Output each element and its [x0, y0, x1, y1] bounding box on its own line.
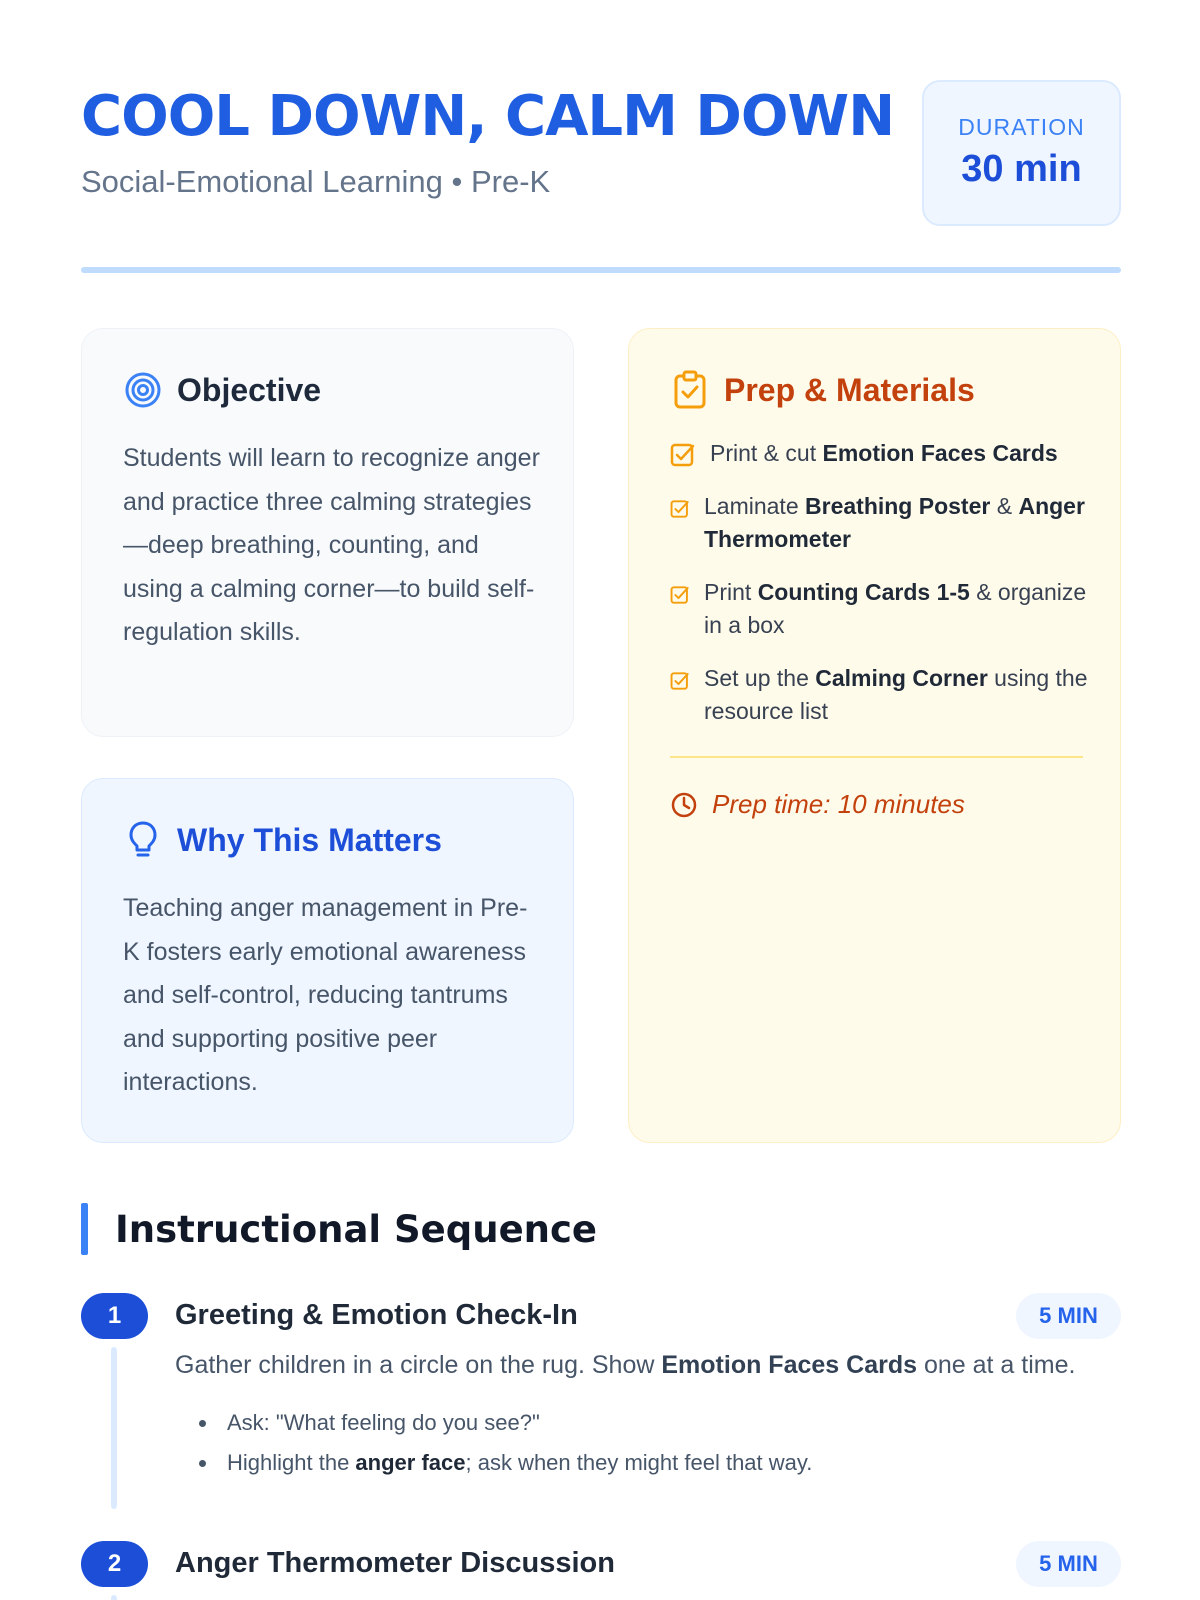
- sequence-step: [81, 1293, 1121, 1508]
- page-title: COOL DOWN, CALM DOWN: [81, 84, 895, 149]
- prep-item: [670, 437, 1090, 470]
- prep-time-text: Prep time: 10 minutes: [712, 789, 965, 819]
- objective-text: Students will learn to recognize anger and practice three calming strategies—deep breathing, counting, and using a calming corner—to build self-regulation skills.: [123, 444, 540, 646]
- why-text: Teaching anger management in Pre-K fosters early emotional awareness and self-control, reducing tantrums and supporting positive peer interactions.: [123, 894, 528, 1096]
- why-header: [123, 819, 442, 861]
- objective-card: [81, 328, 574, 737]
- objective-header: [123, 369, 321, 411]
- prep-item-text: Set up the Calming Corner using the resource list: [704, 665, 1088, 724]
- sequence-heading: [81, 1203, 597, 1255]
- prep-card: [628, 328, 1121, 1143]
- step-bullet: • Ask: "What feeling do you see?": [219, 1403, 812, 1443]
- clipboard-check-icon: [670, 370, 710, 410]
- why-title: Why This Matters: [177, 821, 442, 858]
- prep-time: [670, 789, 965, 820]
- duration-label: DURATION: [958, 114, 1085, 140]
- prep-header: [670, 369, 975, 411]
- step-title: Anger Thermometer Discussion: [175, 1547, 615, 1579]
- checkbox-icon: [670, 442, 696, 468]
- checkbox-icon: [670, 585, 690, 605]
- checkbox-icon: [670, 499, 690, 519]
- objective-title: Objective: [177, 371, 322, 408]
- prep-item-text: Print Counting Cards 1-5 & organize in a box: [704, 579, 1087, 638]
- prep-title: Prep & Materials: [724, 371, 975, 408]
- step-description: Gather children in a circle on the rug. Show Emotion Faces Cards one at a time.: [175, 1351, 1076, 1379]
- prep-item: [670, 490, 1090, 556]
- duration-badge: [922, 80, 1121, 226]
- step-duration-badge: 5 MIN: [1016, 1293, 1121, 1339]
- lesson-header: [81, 80, 1121, 230]
- prep-divider: [670, 756, 1083, 758]
- step-number: 2: [81, 1541, 148, 1587]
- prep-item-text: Laminate Breathing Poster & Anger Thermometer: [704, 493, 1085, 552]
- prep-item: [670, 662, 1090, 728]
- page-subtitle: Social-Emotional Learning • Pre-K: [81, 164, 551, 199]
- step-bullet: • Highlight the anger face; ask when they might feel that way.: [219, 1443, 812, 1483]
- heading-accent-bar: [81, 1203, 88, 1255]
- target-icon: [123, 370, 163, 410]
- sequence-title: Instructional Sequence: [115, 1207, 598, 1251]
- lightbulb-icon: [123, 820, 163, 860]
- duration-value: 30 min: [961, 148, 1082, 190]
- sequence-step: [81, 1541, 1121, 1600]
- step-timeline-line: [111, 1595, 117, 1600]
- prep-item: [670, 576, 1090, 642]
- why-card: [81, 778, 574, 1143]
- step-duration-badge: 5 MIN: [1016, 1541, 1121, 1587]
- checkbox-icon: [670, 671, 690, 691]
- prep-item-text: Print & cut Emotion Faces Cards: [710, 440, 1058, 466]
- clock-icon: [670, 791, 698, 819]
- step-number: 1: [81, 1293, 148, 1339]
- prep-checklist: [670, 437, 1090, 748]
- step-title: Greeting & Emotion Check-In: [175, 1299, 578, 1331]
- step-bullets: [219, 1403, 812, 1483]
- step-timeline-line: [111, 1347, 117, 1509]
- header-divider: [81, 267, 1121, 273]
